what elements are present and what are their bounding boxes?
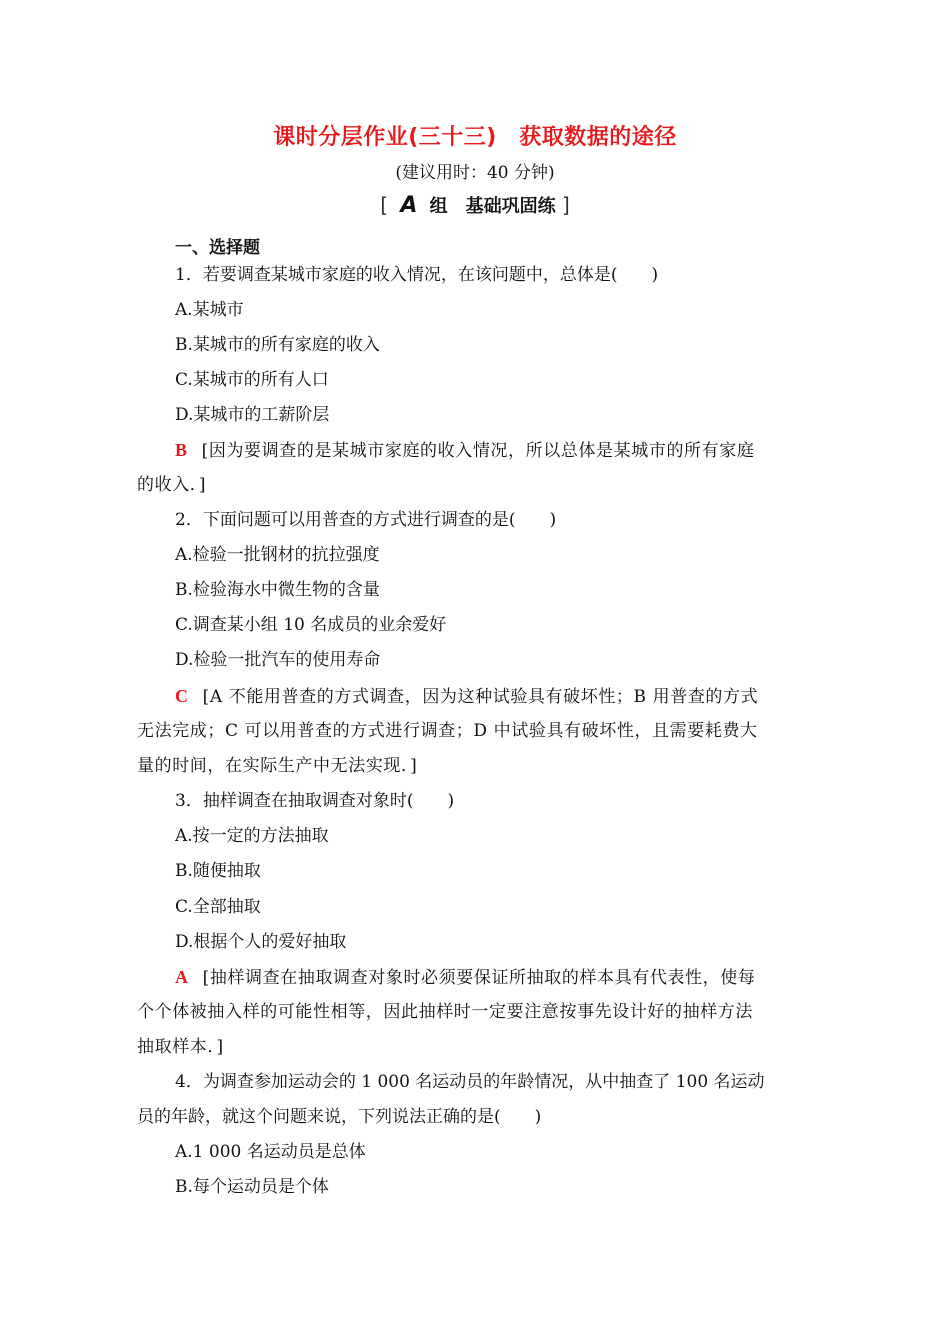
group-bracket-left: [	[380, 193, 389, 217]
answer-letter: C	[175, 686, 189, 706]
question-2-option-a: A.检验一批钢材的抗拉强度	[175, 545, 380, 565]
explanation-line: 个个体被抽入样的可能性相等，因此抽样时一定要注意按事先设计好的抽样方法	[137, 1002, 753, 1022]
question-3-option-b: B.随便抽取	[175, 861, 261, 881]
explanation-line: [因为要调查的是某城市家庭的收入情况，所以总体是某城市的所有家庭	[201, 441, 755, 461]
question-2-stem: 2．下面问题可以用普查的方式进行调查的是( )	[175, 510, 557, 530]
question-1-answer	[175, 438, 754, 463]
group-bracket-right: ]	[561, 193, 570, 217]
question-2-option-d: D.检验一批汽车的使用寿命	[175, 650, 381, 670]
question-1-option-c: C.某城市的所有人口	[175, 370, 329, 390]
explanation-line: [抽样调查在抽取调查对象时必须要保证所抽取的样本具有代表性，使每	[202, 968, 756, 988]
answer-letter: B	[175, 440, 188, 460]
explanation-line: 的收入．]	[137, 475, 207, 495]
group-heading	[0, 192, 950, 218]
question-2-option-c: C.调查某小组 10 名成员的业余爱好	[175, 615, 447, 635]
question-1-option-d: D.某城市的工薪阶层	[175, 405, 330, 425]
explanation-line: 抽取样本．]	[137, 1037, 224, 1057]
question-4-option-b: B.每个运动员是个体	[175, 1177, 329, 1197]
explanation-line: [A 不能用普查的方式调查，因为这种试验具有破坏性；B 用普查的方式	[202, 687, 759, 707]
answer-letter: A	[175, 967, 189, 987]
question-1-option-b: B.某城市的所有家庭的收入	[175, 335, 380, 355]
page-title: 课时分层作业(三十三) 获取数据的途径	[273, 125, 677, 150]
question-1-option-a: A.某城市	[175, 300, 244, 320]
explanation-line: 量的时间，在实际生产中无法实现．]	[137, 756, 418, 776]
section-title: 一、选择题	[175, 238, 260, 258]
question-1-stem: 1．若要调查某城市家庭的收入情况，在该问题中，总体是( )	[175, 265, 659, 285]
group-letter: A	[400, 193, 418, 218]
question-3-stem: 3．抽样调查在抽取调查对象时( )	[175, 791, 455, 811]
question-3-answer	[175, 965, 755, 990]
question-2-option-b: B.检验海水中微生物的含量	[175, 580, 380, 600]
suggested-time: (建议用时：40 分钟)	[395, 163, 555, 183]
group-label: 组 基础巩固练	[429, 196, 556, 217]
question-3-option-a: A.按一定的方法抽取	[175, 826, 329, 846]
question-4-stem-continued: 员的年龄，就这个问题来说，下列说法正确的是( )	[137, 1107, 542, 1127]
question-2-answer	[175, 684, 758, 709]
question-3-option-c: C.全部抽取	[175, 897, 261, 917]
question-4-stem: 4．为调查参加运动会的 1 000 名运动员的年龄情况，从中抽查了 100 名运动	[175, 1072, 765, 1092]
question-4-option-a: A.1 000 名运动员是总体	[175, 1142, 366, 1162]
question-3-option-d: D.根据个人的爱好抽取	[175, 932, 347, 952]
explanation-line: 无法完成；C 可以用普查的方式进行调查；D 中试验具有破坏性，且需要耗费大	[137, 721, 758, 741]
